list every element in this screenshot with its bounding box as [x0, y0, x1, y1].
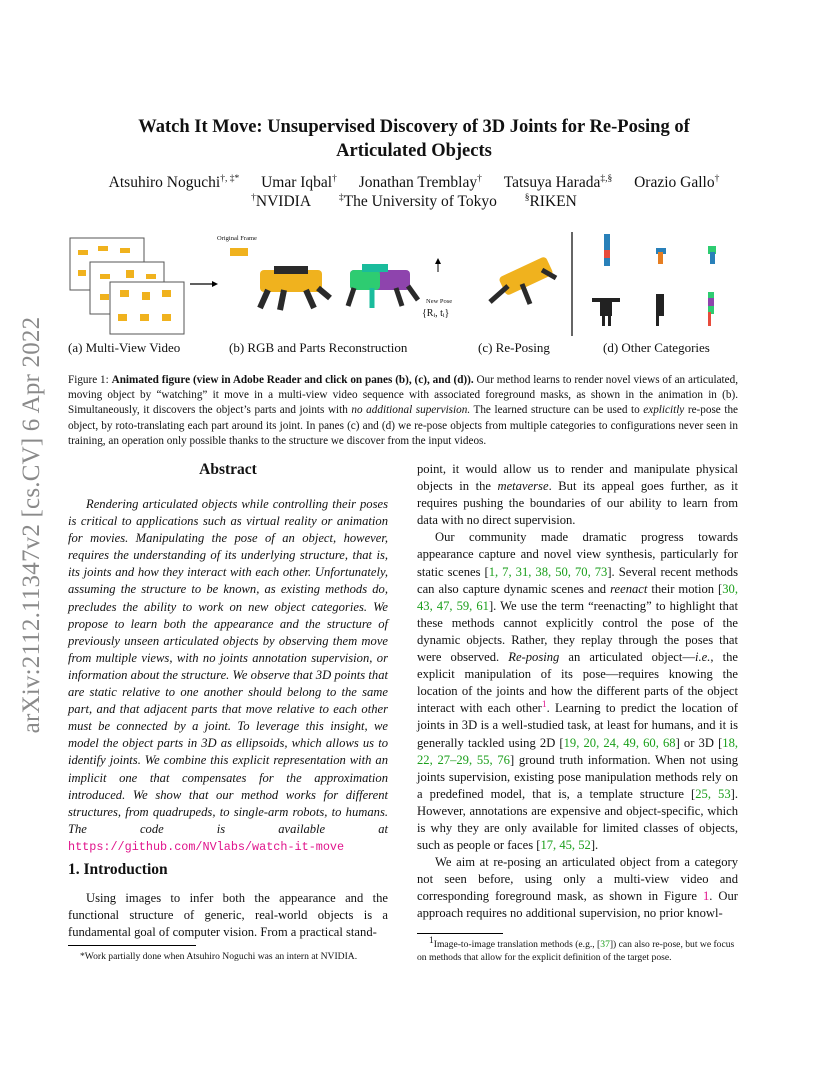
multi-view-frames: [70, 238, 184, 334]
affiliation-list: [60, 192, 768, 212]
figure-1: [62, 226, 762, 356]
robot-dog-parts: [348, 264, 418, 308]
abstract-text: Rendering articulated objects while controlling their poses is critical to applications such as virtual reality or animation for movies. Manipulating the pose of an object, however, requires the understanding of its underlying structure, that is, its joints and how they interact with each other. Unfortunately, assuming the structure to be known, as existing methods do, precludes the ability to work on new object categories. We propose to learn both the appearance and the structure of previously unseen articulated objects by observing them move from multiple views, with no joints annotation supervision, or information about the structure. We observe that 3D points that are static relative to one another should belong to the same part, and that adjacent parts that move relative to each other must be connected by a joint. To leverage this insight, we model the object parts in 3D as ellipsoids, which allows us to identify joints. We combine this explicit representation with an implicit one that compensates for the approximation introduced. We show that our method works for different structures, from quadrupeds, to single-arm robots, to humans. The code is available at https://github.com/NVlabs/watch-it-move: [68, 497, 388, 854]
figure-1-graphic: [62, 226, 762, 336]
robot-dog-rgb: [260, 266, 330, 310]
arxiv-id: arXiv:2112.11347v2 [cs.CV] 6 Apr 2022: [18, 316, 45, 734]
author-list: [60, 173, 768, 193]
subcaption-d: (d) Other Categories: [603, 340, 710, 355]
footnote-rule-right: [417, 933, 503, 934]
right-column-text: point, it would allow us to render and manipulate physical objects in the metaverse. But its appeal goes further, as it requires pushing the boundaries of our ability to learn from data with no direct supervision. Our community made dramatic progress towards appearance capture and novel view synthesis, particularly for static scenes [1, 7, 31, 38, 50, 70, 73]. Several recent methods can also capture dynamic scenes and reenact their motion [30, 43, 47, 59, 61]. We use the term “reenacting” to highlight that these methods cannot explicitly control the pose of the dynamic objects. Rather, they replay through the poses that were observed. Re-posing an articulated object—i.e., the explicit manipulation of its pose—requires knowing the location of the joints and how the different parts of the object interact with each other$^1$. Learning to predict the location of joints in 3D is a well-studied task, at least for humans, and it is generally tackled using 2D [19, 20, 24, 49, 60, 68] or 3D [18, 22, 27–29, 55, 76] ground truth information. When not using joints supervision, existing pose manipulation methods rely on a predefined model, that is, a template structure [25, 53]. However, annotations are expensive and object-specific, which is why they are only available for limited classes of objects, such as people or faces [17, 45, 52]. We aim at re-posing an articulated object from a category not seen before, using only a multi-view video and corresponding foreground mask, as shown in Figure 1. Our approach requires no additional supervision, no prior knowl-: [417, 462, 739, 921]
code-link[interactable]: https://github.com/NVlabs/watch-it-move: [68, 839, 345, 854]
author: Orazio Gallo†: [634, 173, 720, 191]
author: Umar Iqbal†: [261, 173, 337, 191]
subcaption-c: (c) Re-Posing: [478, 340, 550, 355]
subcaption-b: (b) RGB and Parts Reconstruction: [229, 340, 408, 355]
footnote-right: $^1$Image-to-image translation methods (e.g., [37]) can also re-pose, but we focus on methods that allow for the explicit definition of the target pose.: [417, 935, 735, 963]
author: Tatsuya Harada‡,§: [503, 173, 613, 191]
arxiv-sidebar: [14, 290, 50, 760]
subcaption-a: (a) Multi-View Video: [68, 340, 181, 355]
intro-text: Using images to infer both the appearance and the functional structure of generic, real-world objects is a fundamental goal of computer vision. From a practical stand-: [68, 891, 388, 940]
affiliation: †NVIDIA: [251, 192, 312, 210]
footnote-rule-left: [68, 945, 196, 946]
author: Jonathan Tremblay†: [358, 173, 482, 191]
author: Atsuhiro Noguchi†, ‡*: [108, 173, 240, 191]
original-frame-thumbnail: [230, 248, 248, 256]
other-categories: [592, 234, 716, 326]
affiliation: ‡The University of Tokyo: [338, 192, 497, 210]
figure-caption: Figure 1: Animated figure (view in Adobe Reader and click on panes (b), (c), and (d)). Our method learns to render novel views of an articulated, moving object by “watching” it move in a multi-view video sequence with associated foreground masks, as shown in the animation in (b). Simultaneously, it discovers the object’s parts and joints with no additional supervision. The learned structure can be used to explicitly re-pose the object, by roto-translating each part around its joint. In panes (c) and (d) we re-pose objects from multiple categories to configurations never seen in training, an operation only possible thanks to the structure we discover from the input videos.: [68, 374, 738, 447]
intro-heading: 1. Introduction: [68, 861, 168, 878]
new-pose-label: New Pose: [426, 298, 453, 305]
title-line-2: Articulated Objects: [336, 141, 492, 161]
affiliation: §RIKEN: [524, 192, 577, 210]
original-frame-label: Original Frame: [217, 235, 257, 242]
paper-title: [80, 115, 748, 163]
robot-dog-reposed: [490, 256, 556, 304]
abstract-heading: Abstract: [199, 461, 257, 478]
title-line-1: Watch It Move: Unsupervised Discovery of 3D Joints for Re-Posing of: [138, 117, 690, 137]
new-pose-formula: {Rᵢ, tᵢ}: [422, 308, 450, 319]
footnote-left: *Work partially done when Atsuhiro Noguchi was an intern at NVIDIA.: [80, 951, 358, 962]
